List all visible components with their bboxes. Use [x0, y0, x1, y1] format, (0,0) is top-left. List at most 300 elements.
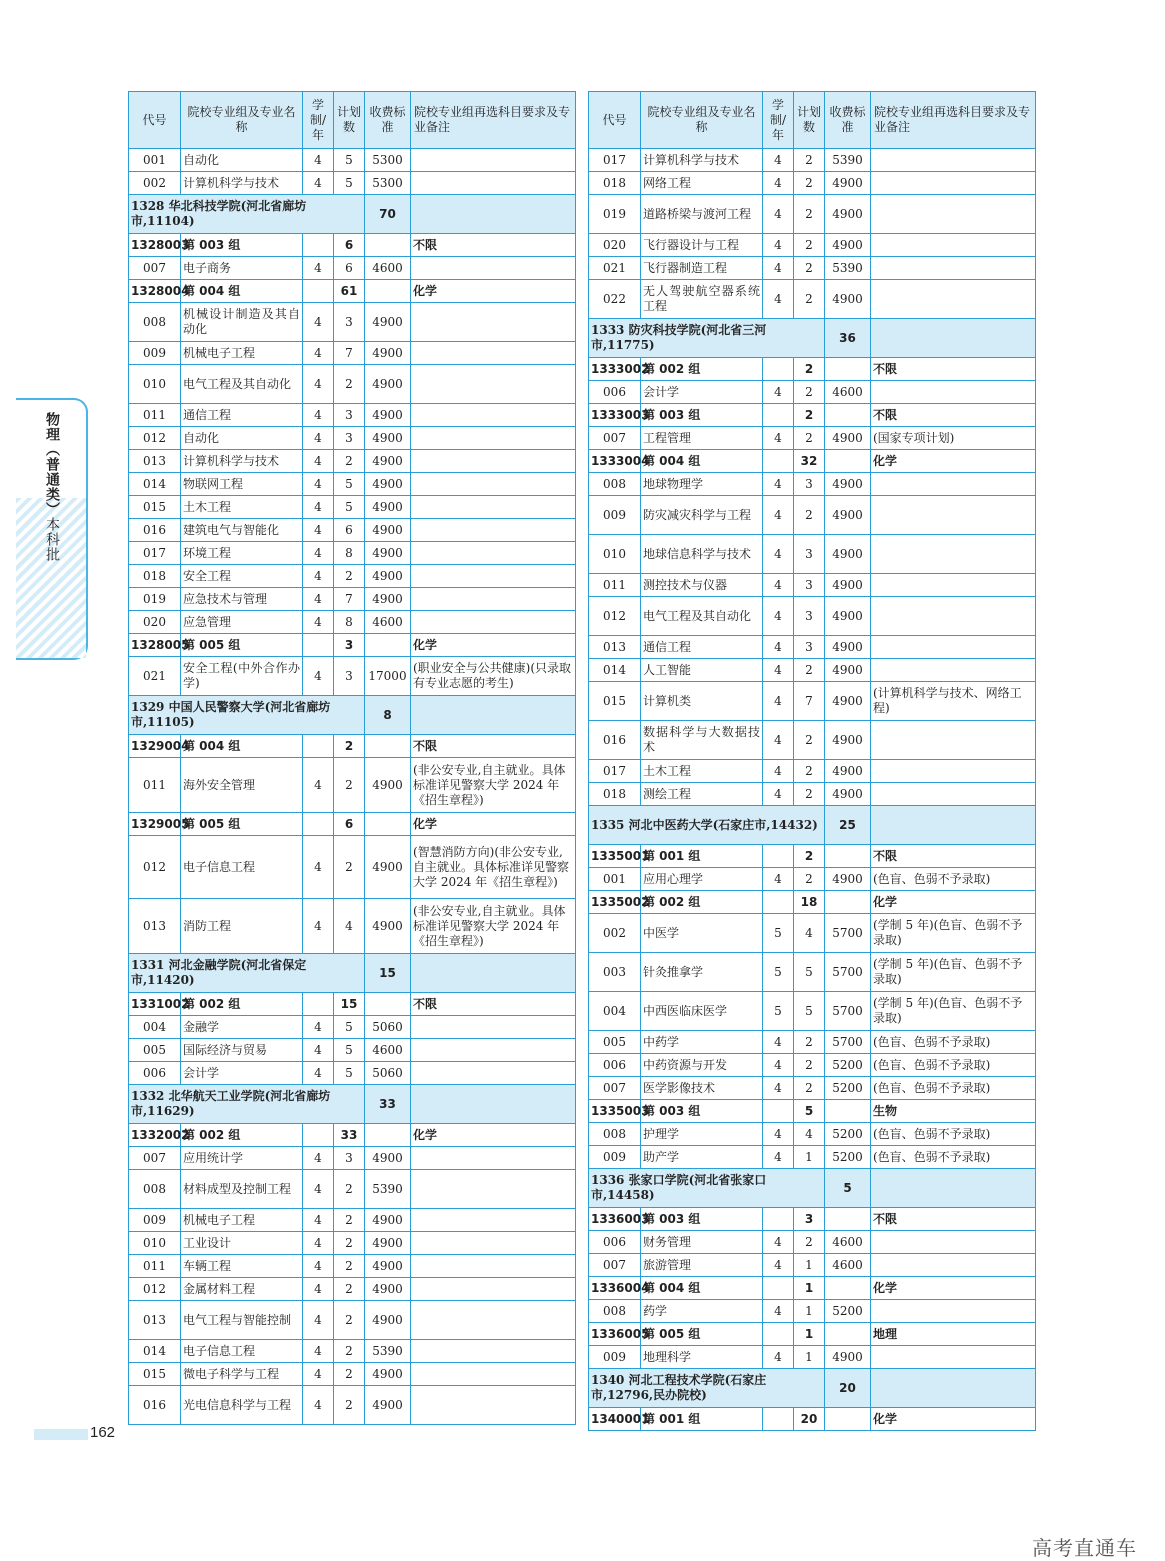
major-row: [129, 1039, 576, 1062]
major-name: 会计学: [181, 1062, 303, 1085]
major-row: [129, 519, 576, 542]
major-row: [589, 659, 1036, 682]
major-row: [129, 1340, 576, 1363]
group-years: [303, 813, 334, 836]
group-plan: 15: [334, 993, 365, 1016]
major-remark: (非公安专业,自主就业。具体标准详见警察大学 2024 年《招生章程》): [411, 758, 576, 813]
group-row: [589, 1277, 1036, 1300]
major-plan: 1: [794, 1146, 825, 1169]
major-years: 4: [303, 565, 334, 588]
major-plan: 2: [334, 1278, 365, 1301]
major-code: 005: [129, 1039, 181, 1062]
group-requirement: 化学: [871, 1408, 1036, 1431]
major-remark: (色盲、色弱不予录取): [871, 1054, 1036, 1077]
major-years: 4: [303, 342, 334, 365]
major-plan: 2: [794, 1231, 825, 1254]
major-name: 财务管理: [641, 1231, 763, 1254]
major-name: 道路桥梁与渡河工程: [641, 195, 763, 234]
major-code: 013: [129, 450, 181, 473]
major-plan: 2: [334, 1170, 365, 1209]
group-plan: 2: [794, 358, 825, 381]
major-years: 4: [303, 1363, 334, 1386]
major-plan: 2: [794, 783, 825, 806]
group-requirement: 化学: [411, 1124, 576, 1147]
major-code: 011: [129, 404, 181, 427]
group-requirement: 化学: [871, 891, 1036, 914]
school-plan: 20: [825, 1369, 871, 1408]
school-row: [129, 1085, 576, 1124]
school-name: 1328 华北科技学院(河北省廊坊市,11104): [129, 195, 365, 234]
major-name: 金融学: [181, 1016, 303, 1039]
major-fee: 4900: [365, 473, 411, 496]
major-row: [129, 899, 576, 954]
group-requirement: 化学: [411, 813, 576, 836]
major-name: 药学: [641, 1300, 763, 1323]
major-name: 会计学: [641, 381, 763, 404]
major-remark: [871, 257, 1036, 280]
major-years: 4: [303, 1232, 334, 1255]
major-row: [589, 1054, 1036, 1077]
major-years: 4: [763, 721, 794, 760]
group-years: [303, 1124, 334, 1147]
major-remark: [411, 342, 576, 365]
major-fee: 4900: [825, 280, 871, 319]
major-code: 017: [129, 542, 181, 565]
major-name: 电气工程及其自动化: [641, 597, 763, 636]
major-years: 4: [303, 1039, 334, 1062]
major-row: [129, 342, 576, 365]
major-plan: 2: [794, 721, 825, 760]
major-remark: [871, 149, 1036, 172]
group-requirement: 不限: [871, 845, 1036, 868]
group-years: [763, 450, 794, 473]
major-remark: (色盲、色弱不予录取): [871, 1077, 1036, 1100]
school-spacer: [411, 195, 576, 234]
major-plan: 5: [794, 992, 825, 1031]
group-plan: 1: [794, 1323, 825, 1346]
major-name: 医学影像技术: [641, 1077, 763, 1100]
major-name: 网络工程: [641, 172, 763, 195]
major-code: 019: [129, 588, 181, 611]
school-plan: 5: [825, 1169, 871, 1208]
major-name: 材料成型及控制工程: [181, 1170, 303, 1209]
table-body-left: [129, 149, 576, 1425]
group-name: 第 001 组: [641, 1408, 763, 1431]
major-code: 006: [589, 1231, 641, 1254]
major-plan: 2: [794, 381, 825, 404]
major-name: 环境工程: [181, 542, 303, 565]
major-code: 007: [589, 1254, 641, 1277]
group-name: 第 004 组: [641, 450, 763, 473]
major-years: 4: [303, 1062, 334, 1085]
group-years: [303, 993, 334, 1016]
major-row: [589, 1346, 1036, 1369]
group-row: [589, 1408, 1036, 1431]
major-row: [129, 1386, 576, 1425]
major-remark: [411, 172, 576, 195]
group-name: 第 004 组: [641, 1277, 763, 1300]
major-plan: 2: [794, 659, 825, 682]
group-fee: [365, 813, 411, 836]
major-name: 国际经济与贸易: [181, 1039, 303, 1062]
major-fee: 4600: [365, 257, 411, 280]
group-name: 第 004 组: [181, 280, 303, 303]
group-code: 1328005: [129, 634, 181, 657]
group-plan: 61: [334, 280, 365, 303]
major-remark: [871, 1300, 1036, 1323]
school-name: 1340 河北工程技术学院(石家庄市,12796,民办院校): [589, 1369, 825, 1408]
major-row: [589, 760, 1036, 783]
major-code: 011: [129, 1255, 181, 1278]
major-plan: 5: [794, 953, 825, 992]
group-name: 第 003 组: [641, 404, 763, 427]
major-plan: 2: [794, 195, 825, 234]
header-plan: 计划数: [334, 92, 365, 149]
major-years: 4: [303, 1340, 334, 1363]
major-fee: 4900: [365, 519, 411, 542]
group-requirement: 生物: [871, 1100, 1036, 1123]
major-fee: 4900: [365, 342, 411, 365]
group-years: [763, 1208, 794, 1231]
major-remark: [871, 760, 1036, 783]
major-years: 4: [763, 783, 794, 806]
major-code: 008: [129, 303, 181, 342]
group-name: 第 004 组: [181, 735, 303, 758]
major-name: 土木工程: [641, 760, 763, 783]
major-row: [129, 1209, 576, 1232]
major-years: 4: [303, 758, 334, 813]
major-plan: 3: [334, 657, 365, 696]
group-row: [589, 1100, 1036, 1123]
major-name: 通信工程: [181, 404, 303, 427]
major-code: 002: [589, 914, 641, 953]
major-years: 4: [763, 496, 794, 535]
major-fee: 4600: [825, 1231, 871, 1254]
major-plan: 7: [334, 342, 365, 365]
major-name: 针灸推拿学: [641, 953, 763, 992]
watermark: 高考直通车: [1032, 1536, 1137, 1560]
major-name: 应急管理: [181, 611, 303, 634]
major-code: 001: [129, 149, 181, 172]
major-plan: 2: [334, 1363, 365, 1386]
major-remark: [411, 149, 576, 172]
major-plan: 3: [794, 597, 825, 636]
major-years: 4: [303, 519, 334, 542]
major-name: 工程管理: [641, 427, 763, 450]
group-plan: 3: [794, 1208, 825, 1231]
header-years: 学制/年: [303, 92, 334, 149]
major-code: 018: [589, 783, 641, 806]
major-fee: 4600: [365, 611, 411, 634]
major-plan: 2: [334, 836, 365, 899]
group-years: [303, 634, 334, 657]
group-code: 1328003: [129, 234, 181, 257]
major-years: 4: [763, 760, 794, 783]
major-code: 011: [589, 574, 641, 597]
major-code: 013: [589, 636, 641, 659]
major-code: 022: [589, 280, 641, 319]
major-plan: 2: [794, 257, 825, 280]
school-name: 1331 河北金融学院(河北省保定市,11420): [129, 954, 365, 993]
major-row: [589, 195, 1036, 234]
group-row: [589, 1323, 1036, 1346]
major-years: 4: [763, 535, 794, 574]
major-fee: 4900: [825, 473, 871, 496]
major-fee: 4900: [825, 783, 871, 806]
major-row: [129, 149, 576, 172]
group-name: 第 001 组: [641, 845, 763, 868]
major-row: [589, 1254, 1036, 1277]
school-spacer: [411, 954, 576, 993]
header-years: 学制/年: [763, 92, 794, 149]
major-plan: 2: [794, 1077, 825, 1100]
major-code: 009: [589, 1346, 641, 1369]
header-plan: 计划数: [794, 92, 825, 149]
group-fee: [365, 1124, 411, 1147]
group-row: [129, 280, 576, 303]
major-row: [589, 721, 1036, 760]
major-row: [589, 280, 1036, 319]
group-requirement: 不限: [871, 1208, 1036, 1231]
group-name: 第 002 组: [181, 993, 303, 1016]
group-code: 1331002: [129, 993, 181, 1016]
major-code: 014: [129, 473, 181, 496]
major-row: [589, 1031, 1036, 1054]
major-plan: 1: [794, 1346, 825, 1369]
school-plan: 36: [825, 319, 871, 358]
major-name: 电子信息工程: [181, 836, 303, 899]
major-row: [589, 682, 1036, 721]
group-fee: [365, 280, 411, 303]
major-remark: [871, 280, 1036, 319]
major-row: [589, 234, 1036, 257]
major-row: [589, 1146, 1036, 1169]
major-years: 5: [763, 992, 794, 1031]
major-fee: 4600: [825, 381, 871, 404]
major-remark: [871, 535, 1036, 574]
major-fee: 4900: [825, 427, 871, 450]
major-years: 4: [763, 636, 794, 659]
group-row: [129, 234, 576, 257]
table-header-row: [129, 92, 576, 149]
major-fee: 5700: [825, 992, 871, 1031]
major-name: 旅游管理: [641, 1254, 763, 1277]
major-fee: 4900: [825, 760, 871, 783]
major-code: 017: [589, 760, 641, 783]
major-fee: 4900: [365, 1209, 411, 1232]
major-years: 4: [763, 659, 794, 682]
group-years: [303, 234, 334, 257]
header-code: 代号: [129, 92, 181, 149]
major-name: 机械电子工程: [181, 1209, 303, 1232]
school-plan: 8: [365, 696, 411, 735]
major-row: [129, 565, 576, 588]
school-plan: 15: [365, 954, 411, 993]
major-row: [129, 1301, 576, 1340]
major-plan: 6: [334, 257, 365, 280]
major-plan: 2: [334, 1340, 365, 1363]
major-plan: 2: [794, 1031, 825, 1054]
major-fee: 4900: [825, 659, 871, 682]
major-row: [589, 914, 1036, 953]
major-name: 土木工程: [181, 496, 303, 519]
group-requirement: 化学: [411, 280, 576, 303]
school-name: 1335 河北中医药大学(石家庄市,14432): [589, 806, 825, 845]
group-code: 1336003: [589, 1208, 641, 1231]
group-plan: 3: [334, 634, 365, 657]
major-fee: 4900: [825, 496, 871, 535]
major-remark: [871, 721, 1036, 760]
major-plan: 5: [334, 473, 365, 496]
major-years: 4: [303, 1209, 334, 1232]
major-code: 007: [589, 427, 641, 450]
major-remark: [411, 303, 576, 342]
major-fee: 4900: [825, 721, 871, 760]
header-fee: 收费标准: [365, 92, 411, 149]
group-code: 1328004: [129, 280, 181, 303]
group-fee: [825, 404, 871, 427]
major-name: 中药学: [641, 1031, 763, 1054]
major-code: 008: [129, 1170, 181, 1209]
group-requirement: 不限: [411, 234, 576, 257]
group-requirement: 不限: [871, 404, 1036, 427]
major-row: [589, 1123, 1036, 1146]
major-years: 4: [303, 257, 334, 280]
group-code: 1333002: [589, 358, 641, 381]
major-fee: 4900: [825, 636, 871, 659]
major-remark: [871, 574, 1036, 597]
major-code: 014: [129, 1340, 181, 1363]
group-fee: [825, 1208, 871, 1231]
major-name: 建筑电气与智能化: [181, 519, 303, 542]
major-remark: (色盲、色弱不予录取): [871, 868, 1036, 891]
major-name: 地球物理学: [641, 473, 763, 496]
major-fee: 5200: [825, 1123, 871, 1146]
major-years: 4: [303, 1255, 334, 1278]
group-fee: [825, 1408, 871, 1431]
group-fee: [825, 845, 871, 868]
major-remark: (智慧消防方向)(非公安专业,自主就业。具体标准详见警察大学 2024 年《招生章程》): [411, 836, 576, 899]
major-plan: 2: [334, 1232, 365, 1255]
major-remark: [871, 172, 1036, 195]
major-plan: 3: [794, 473, 825, 496]
major-plan: 2: [334, 565, 365, 588]
major-remark: [411, 473, 576, 496]
admission-table-left: [128, 91, 576, 1425]
major-plan: 2: [334, 365, 365, 404]
major-name: 数据科学与大数据技术: [641, 721, 763, 760]
major-years: 4: [763, 257, 794, 280]
major-name: 计算机类: [641, 682, 763, 721]
group-row: [589, 404, 1036, 427]
major-row: [589, 381, 1036, 404]
major-years: 4: [303, 1301, 334, 1340]
major-years: 4: [763, 1231, 794, 1254]
group-plan: 33: [334, 1124, 365, 1147]
major-years: 4: [303, 542, 334, 565]
group-name: 第 003 组: [641, 1208, 763, 1231]
major-years: 4: [763, 1346, 794, 1369]
major-plan: 2: [794, 234, 825, 257]
major-plan: 5: [334, 149, 365, 172]
major-remark: (职业安全与公共健康)(只录取有专业志愿的考生): [411, 657, 576, 696]
major-code: 014: [589, 659, 641, 682]
major-code: 018: [589, 172, 641, 195]
major-row: [589, 1300, 1036, 1323]
major-years: 5: [763, 953, 794, 992]
group-years: [763, 404, 794, 427]
major-years: 4: [303, 1147, 334, 1170]
major-plan: 1: [794, 1300, 825, 1323]
group-plan: 6: [334, 234, 365, 257]
side-tab-label: [44, 412, 60, 562]
group-code: 1333004: [589, 450, 641, 473]
major-row: [129, 836, 576, 899]
major-name: 消防工程: [181, 899, 303, 954]
major-code: 001: [589, 868, 641, 891]
school-name: 1333 防灾科技学院(河北省三河市,11775): [589, 319, 825, 358]
major-name: 助产学: [641, 1146, 763, 1169]
major-fee: 4900: [365, 427, 411, 450]
major-remark: [871, 195, 1036, 234]
major-plan: 2: [334, 1255, 365, 1278]
group-code: 1335002: [589, 891, 641, 914]
group-plan: 2: [794, 404, 825, 427]
major-years: 4: [763, 868, 794, 891]
major-code: 007: [129, 1147, 181, 1170]
group-years: [763, 1408, 794, 1431]
major-plan: 5: [334, 496, 365, 519]
major-code: 007: [589, 1077, 641, 1100]
major-years: 4: [303, 588, 334, 611]
major-code: 008: [589, 1300, 641, 1323]
group-requirement: 不限: [411, 993, 576, 1016]
group-row: [129, 634, 576, 657]
major-plan: 2: [794, 868, 825, 891]
major-remark: [871, 473, 1036, 496]
major-plan: 2: [334, 450, 365, 473]
major-years: 4: [303, 450, 334, 473]
major-row: [129, 450, 576, 473]
major-name: 光电信息科学与工程: [181, 1386, 303, 1425]
major-years: 4: [763, 195, 794, 234]
major-plan: 3: [794, 535, 825, 574]
major-plan: 4: [334, 899, 365, 954]
group-row: [129, 993, 576, 1016]
major-code: 009: [589, 496, 641, 535]
major-name: 电气工程及其自动化: [181, 365, 303, 404]
major-code: 018: [129, 565, 181, 588]
group-years: [763, 1100, 794, 1123]
major-plan: 3: [334, 404, 365, 427]
major-remark: [871, 783, 1036, 806]
school-name: 1336 张家口学院(河北省张家口市,14458): [589, 1169, 825, 1208]
major-plan: 3: [334, 1147, 365, 1170]
major-code: 015: [129, 1363, 181, 1386]
major-name: 安全工程(中外合作办学): [181, 657, 303, 696]
group-row: [589, 450, 1036, 473]
major-remark: [411, 1039, 576, 1062]
major-fee: 5300: [365, 149, 411, 172]
side-tab-category: 物理（普通类）: [44, 412, 60, 517]
major-years: 5: [763, 914, 794, 953]
major-fee: 4900: [365, 1278, 411, 1301]
group-fee: [825, 891, 871, 914]
major-remark: (国家专项计划): [871, 427, 1036, 450]
group-row: [589, 358, 1036, 381]
major-remark: [411, 519, 576, 542]
major-fee: 4900: [365, 450, 411, 473]
